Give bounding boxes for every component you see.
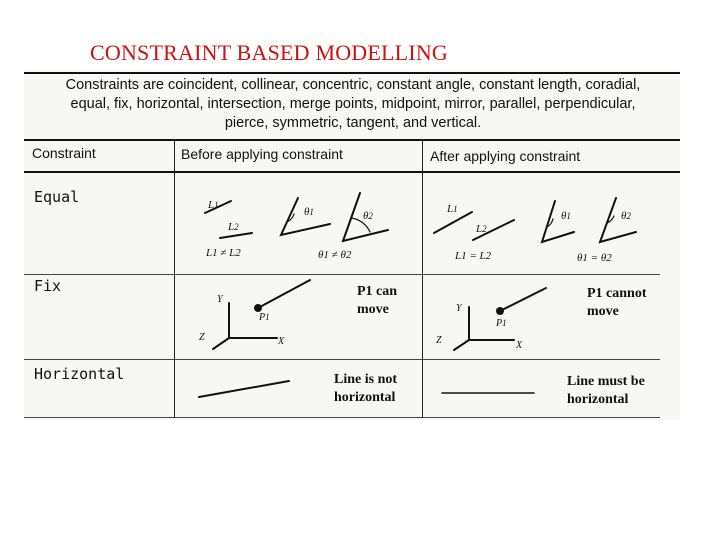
fix-before-note — [357, 283, 397, 319]
diagram-drawings — [24, 70, 680, 420]
label-l2-after: L2 — [476, 223, 487, 235]
label-theta2-after: θ2 — [621, 210, 631, 222]
label-l1-after: L1 — [447, 203, 458, 215]
label-z-before: Z — [199, 332, 205, 343]
page-title: CONSTRAINT BASED MODELLING — [90, 40, 449, 65]
horizontal-before-note-line1: Line is not — [334, 372, 398, 387]
row-label-horizontal: Horizontal — [34, 365, 125, 383]
equal-before-length-relation: L1 ≠ L2 — [206, 247, 241, 259]
label-x-after: X — [516, 340, 523, 351]
fix-before-note-line1: P1 can — [357, 284, 398, 299]
fix-after-point — [496, 307, 504, 315]
horizontal-after-note-line1: Line must be — [567, 374, 645, 389]
fix-after-axis-z — [454, 340, 469, 350]
equal-after-length-relation: L1 = L2 — [455, 250, 492, 262]
fix-after-note-line2: move — [587, 304, 619, 319]
header-before: Before applying constraint — [181, 146, 343, 162]
row-label-equal: Equal — [34, 188, 80, 206]
label-l2-before: L2 — [228, 221, 239, 233]
horizontal-after-note-line2: horizontal — [567, 392, 629, 407]
label-x-before: X — [278, 336, 285, 347]
fix-before-point — [254, 304, 262, 312]
equal-after-angle-relation: θ1 = θ2 — [577, 252, 612, 264]
label-p1-after: P1 — [496, 318, 507, 329]
header-constraint: Constraint — [32, 145, 96, 161]
label-theta2-before: θ2 — [363, 210, 373, 222]
equal-before-line-l2 — [220, 233, 252, 238]
label-theta1-before: θ1 — [304, 206, 314, 218]
row-label-fix: Fix — [34, 277, 62, 295]
constraint-table-scan — [24, 70, 680, 420]
label-theta1-after: θ1 — [561, 210, 571, 222]
horizontal-before-note-line2: horizontal — [334, 390, 396, 405]
fix-before-note-line2: move — [357, 302, 389, 317]
fix-after-note-line1: P1 cannot — [587, 286, 647, 301]
fix-after-line — [500, 288, 546, 311]
equal-before-angle-relation: θ1 ≠ θ2 — [318, 249, 352, 261]
label-y-before: Y — [217, 294, 223, 305]
intro-line-3: pierce, symmetric, tangent, and vertical. — [224, 115, 482, 131]
fix-after-note — [587, 285, 647, 321]
label-y-after: Y — [456, 303, 462, 314]
label-l1-before: L1 — [208, 199, 219, 211]
label-p1-before: P1 — [259, 312, 270, 323]
fix-before-line — [258, 280, 310, 308]
label-z-after: Z — [436, 335, 442, 346]
horizontal-after-note — [567, 373, 645, 409]
equal-after-line-l1 — [434, 212, 472, 233]
horizontal-before-line — [199, 381, 289, 397]
intro-line-2: equal, fix, horizontal, intersection, merge points, midpoint, mirror, parallel, perpendicular, — [70, 96, 636, 112]
fix-before-axis-z — [213, 338, 229, 349]
header-after: After applying constraint — [430, 148, 581, 164]
intro-line-1: Constraints are coincident, collinear, concentric, constant angle, constant length, coradial, — [65, 77, 641, 93]
horizontal-before-note — [334, 371, 397, 407]
